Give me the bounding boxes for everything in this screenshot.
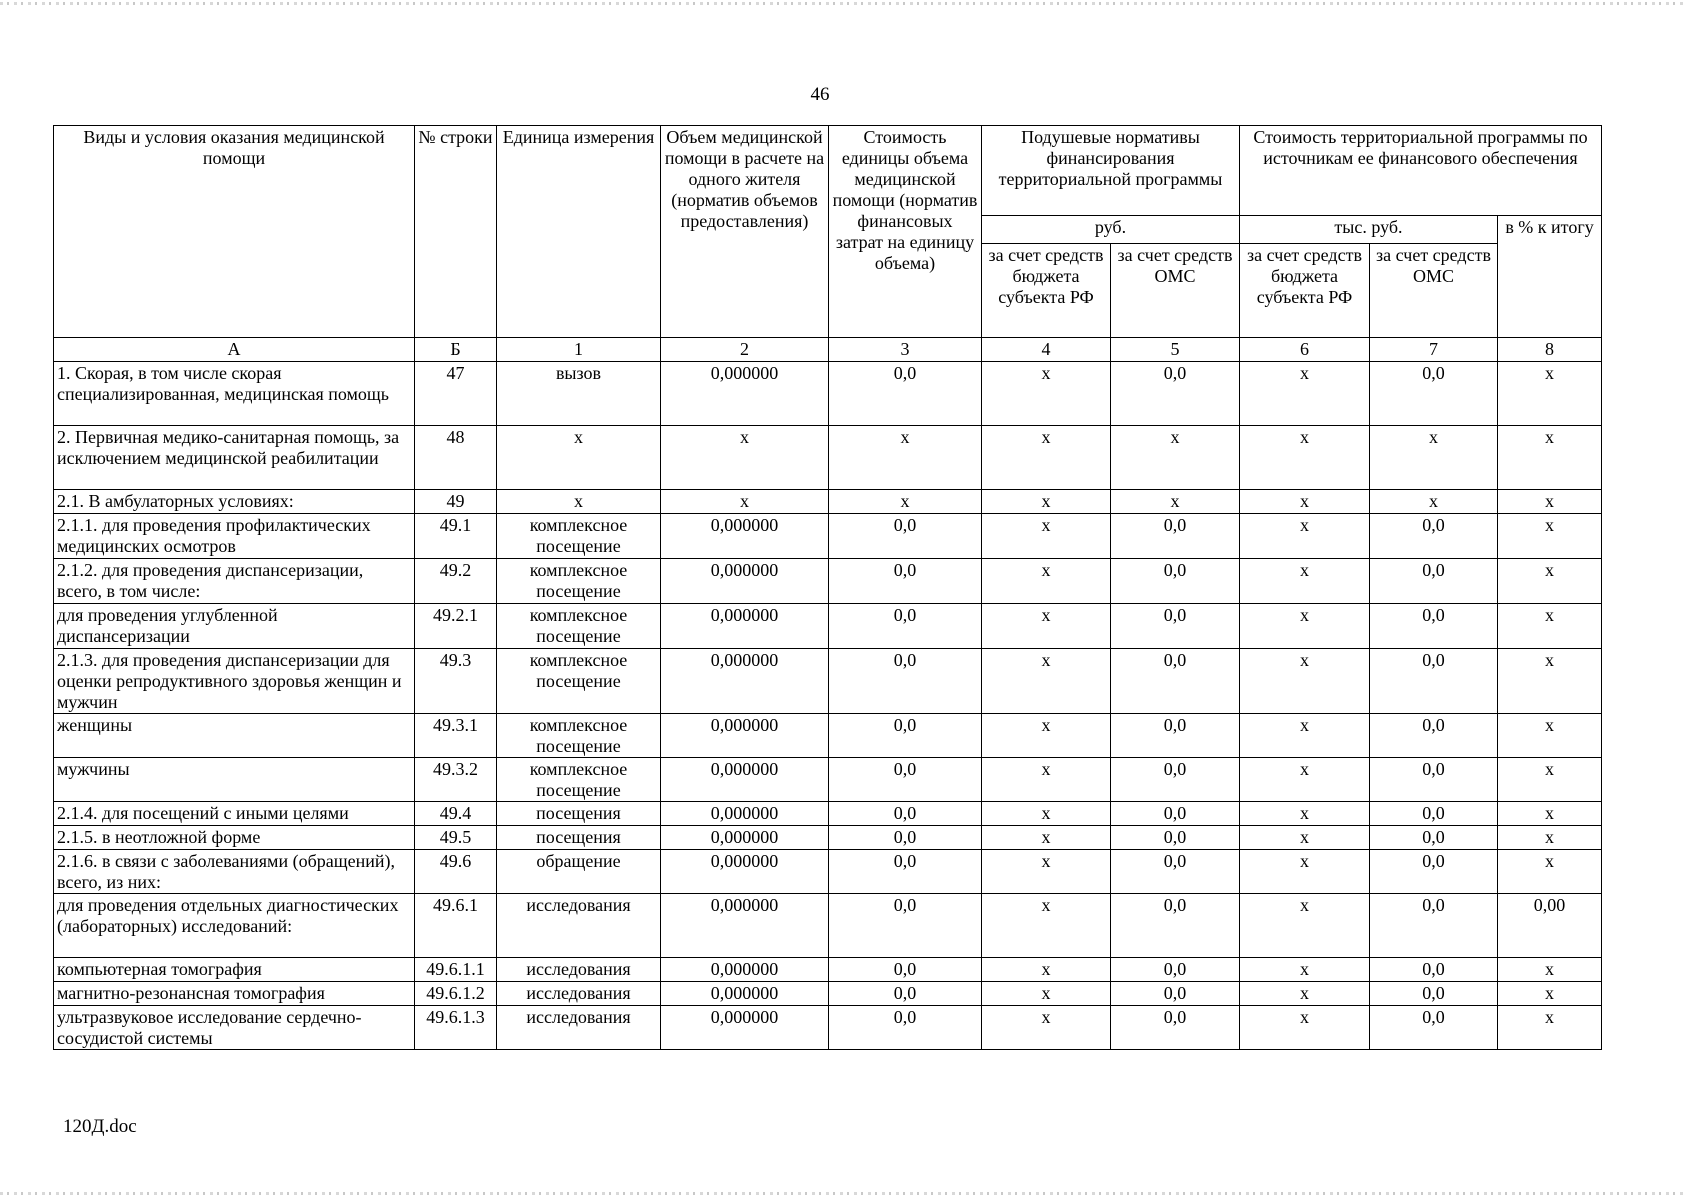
table-cell: x [1498, 604, 1602, 649]
column-index-cell: 4 [982, 338, 1111, 362]
table-cell: x [1498, 958, 1602, 982]
table-cell: x [982, 826, 1111, 850]
table-row [54, 802, 1602, 826]
table-cell: 0,0 [1111, 559, 1240, 604]
table-cell: x [1498, 826, 1602, 850]
table-cell: 0,00 [1498, 894, 1602, 958]
table-cell: x [1240, 982, 1370, 1006]
table-row [54, 514, 1602, 559]
table-cell: 49.2 [415, 559, 497, 604]
table-cell: 0,0 [1111, 982, 1240, 1006]
column-index-cell: 6 [1240, 338, 1370, 362]
table-cell: x [497, 490, 661, 514]
financing-table [53, 125, 1602, 1050]
table-cell: x [1240, 958, 1370, 982]
table-cell: x [982, 802, 1111, 826]
table-cell: 0,000000 [661, 559, 829, 604]
table-cell: 49.4 [415, 802, 497, 826]
table-cell: 49.5 [415, 826, 497, 850]
table-cell: комплексное посещение [497, 604, 661, 649]
row-label-cell: для проведения отдельных диагностических (лабораторных) исследований: [54, 894, 415, 958]
table-cell: x [829, 490, 982, 514]
page-number: 46 [810, 84, 830, 105]
table-cell: 0,000000 [661, 982, 829, 1006]
table-cell: x [982, 758, 1111, 802]
table-cell: x [661, 490, 829, 514]
table-cell: 0,0 [829, 826, 982, 850]
table-cell: x [1240, 426, 1370, 490]
table-row [54, 826, 1602, 850]
row-label-cell: 2.1. В амбулаторных условиях: [54, 490, 415, 514]
table-cell: x [982, 490, 1111, 514]
row-label-cell: 1. Скорая, в том числе скорая специализированная, медицинская помощь [54, 362, 415, 426]
table-cell: x [1498, 714, 1602, 758]
table-cell: исследования [497, 1006, 661, 1050]
table-cell: 0,000000 [661, 649, 829, 714]
table-row [54, 649, 1602, 714]
table-row [54, 894, 1602, 958]
table-cell: 49.6.1.3 [415, 1006, 497, 1050]
table-cell: x [1498, 362, 1602, 426]
row-label-cell: ультразвуковое исследование сердечно-сосудистой системы [54, 1006, 415, 1050]
column-index-cell: 8 [1498, 338, 1602, 362]
row-label-cell: мужчины [54, 758, 415, 802]
row-label-cell: 2.1.3. для проведения диспансеризации для оценки репродуктивного здоровья женщин и мужчин [54, 649, 415, 714]
table-cell: x [1240, 514, 1370, 559]
table-cell: 49.3.1 [415, 714, 497, 758]
table-cell: 0,0 [829, 604, 982, 649]
table-cell: комплексное посещение [497, 559, 661, 604]
header-cell-unit: Единица измерения [497, 126, 661, 338]
table-body [54, 362, 1602, 1050]
table-cell: x [982, 559, 1111, 604]
table-header [54, 126, 1602, 362]
table-row [54, 982, 1602, 1006]
table-cell: 0,0 [829, 714, 982, 758]
table-cell: 0,000000 [661, 802, 829, 826]
table-cell: 49.1 [415, 514, 497, 559]
row-label-cell: компьютерная томография [54, 958, 415, 982]
table-row [54, 426, 1602, 490]
table-cell: 49.3.2 [415, 758, 497, 802]
table-cell: 0,0 [829, 514, 982, 559]
header-percent-total: в % к итогу [1498, 216, 1602, 338]
table-cell: x [982, 714, 1111, 758]
table-cell: комплексное посещение [497, 714, 661, 758]
header-unit-thousand-rub: тыс. руб. [1240, 216, 1498, 244]
table-cell: 0,0 [829, 802, 982, 826]
header-budget-per-capita: за счет средств бюджета субъекта РФ [982, 244, 1111, 338]
table-cell: x [1240, 714, 1370, 758]
table-row [54, 362, 1602, 426]
table-cell: 0,0 [1370, 559, 1498, 604]
header-oms-per-capita: за счет средств ОМС [1111, 244, 1240, 338]
column-index-cell: 2 [661, 338, 829, 362]
header-group-per-capita: Подушевые нормативы финансирования территориальной программы [982, 126, 1240, 216]
table-cell: исследования [497, 958, 661, 982]
column-index-cell: 1 [497, 338, 661, 362]
table-cell: x [1498, 426, 1602, 490]
table-cell: x [1240, 649, 1370, 714]
row-label-cell: 2.1.6. в связи с заболеваниями (обращений), всего, из них: [54, 850, 415, 894]
table-cell: 0,0 [1111, 604, 1240, 649]
table-row [54, 714, 1602, 758]
table-cell: 0,0 [1111, 514, 1240, 559]
table-cell: 48 [415, 426, 497, 490]
table-cell: x [1240, 894, 1370, 958]
table-cell: 0,0 [1370, 514, 1498, 559]
header-group-cost: Стоимость территориальной программы по источникам ее финансового обеспечения [1240, 126, 1602, 216]
column-index-cell: А [54, 338, 415, 362]
table-cell: x [1240, 850, 1370, 894]
table-cell: x [1111, 426, 1240, 490]
table-cell: 0,000000 [661, 958, 829, 982]
table-cell: x [1240, 559, 1370, 604]
table-cell: x [829, 426, 982, 490]
table-cell: 0,0 [1111, 802, 1240, 826]
table-cell: x [1370, 426, 1498, 490]
table-cell: 49.6.1.2 [415, 982, 497, 1006]
table-cell: посещения [497, 826, 661, 850]
column-index-cell: Б [415, 338, 497, 362]
row-label-cell: 2.1.4. для посещений с иными целями [54, 802, 415, 826]
scan-edge-top [0, 2, 1686, 5]
column-index-cell: 3 [829, 338, 982, 362]
table-row [54, 559, 1602, 604]
table-cell: 0,000000 [661, 894, 829, 958]
table-cell: 0,0 [1370, 649, 1498, 714]
table-cell: x [1240, 802, 1370, 826]
table-cell: 0,000000 [661, 362, 829, 426]
table-cell: 0,0 [1111, 958, 1240, 982]
table-cell: x [1111, 490, 1240, 514]
table-cell: 0,0 [1111, 714, 1240, 758]
table-cell: x [1240, 490, 1370, 514]
table-cell: x [1498, 1006, 1602, 1050]
table-cell: 0,000000 [661, 604, 829, 649]
table-cell: x [1498, 850, 1602, 894]
table-cell: 49.2.1 [415, 604, 497, 649]
table-cell: x [982, 604, 1111, 649]
table-cell: вызов [497, 362, 661, 426]
table-cell: 0,0 [1111, 850, 1240, 894]
row-label-cell: 2. Первичная медико-санитарная помощь, за исключением медицинской реабилитации [54, 426, 415, 490]
table-cell: комплексное посещение [497, 514, 661, 559]
column-index-cell: 5 [1111, 338, 1240, 362]
table-cell: x [982, 894, 1111, 958]
table-cell: x [1498, 758, 1602, 802]
table-cell: исследования [497, 894, 661, 958]
header-cell-volume: Объем медицинской помощи в расчете на одного жителя (норматив объемов предоставления) [661, 126, 829, 338]
table-cell: 0,0 [1370, 802, 1498, 826]
header-budget-cost: за счет средств бюджета субъекта РФ [1240, 244, 1370, 338]
column-index-row [54, 338, 1602, 362]
table-row [54, 490, 1602, 514]
table-cell: x [982, 514, 1111, 559]
table-cell: комплексное посещение [497, 758, 661, 802]
table-cell: x [1370, 490, 1498, 514]
header-unit-rub: руб. [982, 216, 1240, 244]
table-cell: x [1240, 362, 1370, 426]
table-cell: 0,0 [1111, 894, 1240, 958]
header-oms-cost: за счет средств ОМС [1370, 244, 1498, 338]
table-cell: 0,0 [829, 362, 982, 426]
table-cell: x [1240, 758, 1370, 802]
row-label-cell: магнитно-резонансная томография [54, 982, 415, 1006]
table-cell: 0,0 [1370, 1006, 1498, 1050]
table-cell: 0,0 [1370, 982, 1498, 1006]
table-cell: 0,0 [829, 649, 982, 714]
table-cell: 0,0 [829, 894, 982, 958]
table-cell: x [982, 1006, 1111, 1050]
table-cell: x [1498, 559, 1602, 604]
table-row [54, 604, 1602, 649]
table-cell: 0,0 [1370, 758, 1498, 802]
footer-filename: 120Д.doc [63, 1116, 137, 1137]
table-cell: 0,0 [829, 559, 982, 604]
row-label-cell: 2.1.1. для проведения профилактических медицинских осмотров [54, 514, 415, 559]
table-cell: x [1498, 490, 1602, 514]
table-cell: посещения [497, 802, 661, 826]
table-cell: 0,0 [1111, 758, 1240, 802]
table-cell: 0,000000 [661, 826, 829, 850]
table-cell: 0,0 [1370, 894, 1498, 958]
table-row [54, 1006, 1602, 1050]
table-row [54, 758, 1602, 802]
table-cell: 0,0 [829, 850, 982, 894]
table-cell: 0,0 [1370, 714, 1498, 758]
table-cell: x [982, 426, 1111, 490]
header-cell-kind: Виды и условия оказания медицинской помощи [54, 126, 415, 338]
column-index-cell: 7 [1370, 338, 1498, 362]
table-cell: 0,0 [829, 982, 982, 1006]
table-cell: x [982, 850, 1111, 894]
row-label-cell: 2.1.2. для проведения диспансеризации, всего, в том числе: [54, 559, 415, 604]
table-cell: комплексное посещение [497, 649, 661, 714]
table-cell: x [1498, 982, 1602, 1006]
table-cell: 0,0 [1370, 826, 1498, 850]
table-row [54, 958, 1602, 982]
table-cell: x [661, 426, 829, 490]
table-cell: x [982, 982, 1111, 1006]
table-cell: 49.6 [415, 850, 497, 894]
row-label-cell: 2.1.5. в неотложной форме [54, 826, 415, 850]
table-cell: 0,0 [1111, 1006, 1240, 1050]
table-cell: 0,0 [1370, 958, 1498, 982]
header-cell-row-number: № строки [415, 126, 497, 338]
table-cell: x [982, 649, 1111, 714]
table-cell: x [497, 426, 661, 490]
table-cell: исследования [497, 982, 661, 1006]
table-cell: 0,0 [1370, 362, 1498, 426]
table-cell: x [1240, 826, 1370, 850]
table-cell: 0,000000 [661, 758, 829, 802]
row-label-cell: для проведения углубленной диспансеризации [54, 604, 415, 649]
table-cell: 0,0 [829, 958, 982, 982]
table-cell: 49.3 [415, 649, 497, 714]
table-cell: x [1498, 649, 1602, 714]
table-cell: 0,0 [1111, 362, 1240, 426]
row-label-cell: женщины [54, 714, 415, 758]
scan-edge-bottom [0, 1192, 1686, 1195]
table-cell: 0,000000 [661, 714, 829, 758]
table-cell: 0,0 [1370, 604, 1498, 649]
header-cell-unit-cost: Стоимость единицы объема медицинской помощи (норматив финансовых затрат на единицу объема) [829, 126, 982, 338]
table-cell: 0,0 [829, 1006, 982, 1050]
table-cell: 0,0 [1111, 649, 1240, 714]
table-cell: x [982, 362, 1111, 426]
table-cell: 49 [415, 490, 497, 514]
table-cell: 0,0 [829, 758, 982, 802]
table-cell: 0,0 [1111, 826, 1240, 850]
table-cell: 49.6.1 [415, 894, 497, 958]
table-cell: 49.6.1.1 [415, 958, 497, 982]
table-cell: 0,0 [1370, 850, 1498, 894]
table-cell: x [1498, 514, 1602, 559]
table-cell: 47 [415, 362, 497, 426]
table-cell: x [1498, 802, 1602, 826]
table-cell: x [1240, 604, 1370, 649]
table-cell: x [1240, 1006, 1370, 1050]
table-cell: 0,000000 [661, 850, 829, 894]
table-cell: обращение [497, 850, 661, 894]
table-cell: 0,000000 [661, 514, 829, 559]
table-cell: x [982, 958, 1111, 982]
table-cell: 0,000000 [661, 1006, 829, 1050]
table-row [54, 850, 1602, 894]
